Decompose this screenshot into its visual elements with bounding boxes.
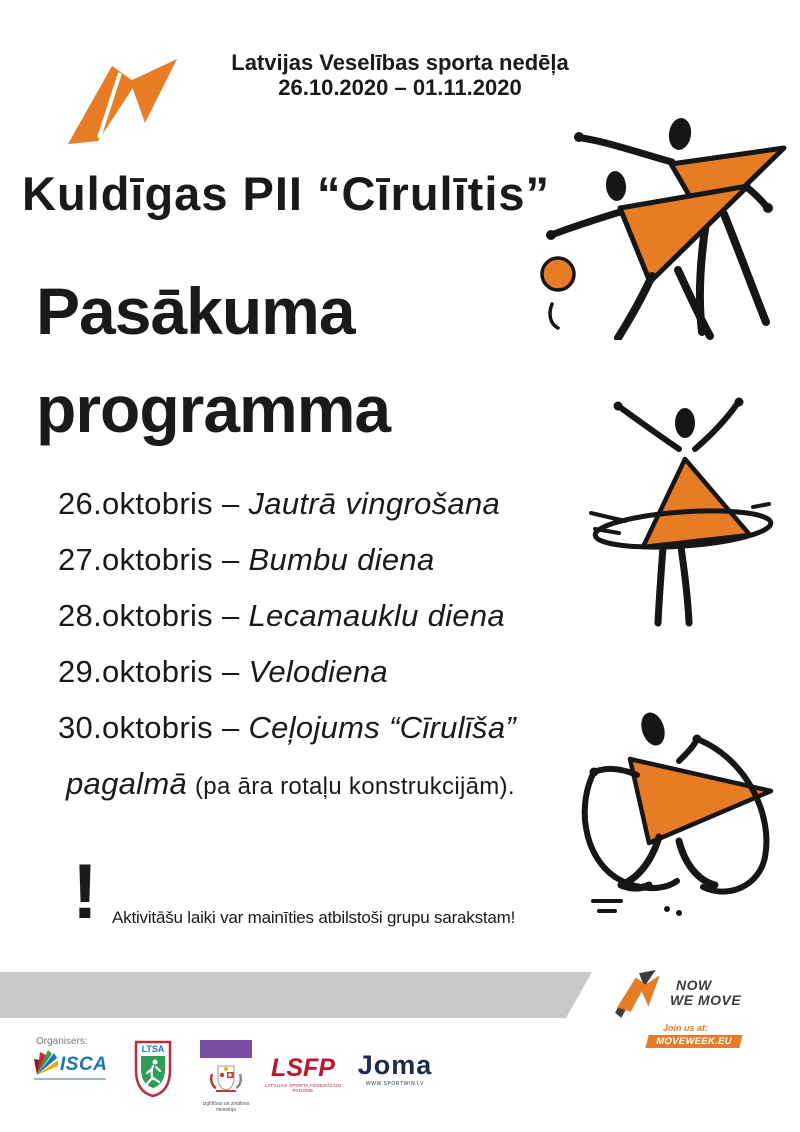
program-date: 29.oktobris	[58, 654, 213, 689]
joma-wordmark: Joma	[357, 1050, 433, 1080]
program-activity: Ceļojums “Cīrulīša”	[248, 710, 517, 745]
nowwemove-text-line1: NOW	[676, 977, 712, 993]
nowwemove-arrow-icon	[613, 970, 663, 1018]
hula-hoop-figure-illustration	[585, 395, 795, 630]
ltsa-shield-logo	[133, 1040, 173, 1098]
program-note: (pa āra rotaļu konstrukcijām).	[195, 773, 515, 800]
program-activity-continued: pagalmā	[66, 766, 188, 801]
latvia-coat-of-arms-icon	[208, 1062, 244, 1094]
program-date: 30.oktobris	[58, 710, 213, 745]
isca-logo	[34, 1050, 114, 1080]
program-item	[58, 644, 516, 700]
dash-separator: –	[221, 598, 240, 633]
event-dates: 26.10.2020 – 01.11.2020	[278, 75, 522, 100]
gray-stripe	[0, 972, 592, 1018]
notice-text: Aktivitāšu laiki var mainīties atbilstoši grupu sarakstam!	[112, 908, 516, 927]
program-heading	[36, 262, 390, 458]
exclamation-mark: !	[72, 847, 98, 935]
program-item	[58, 532, 516, 588]
isca-fan-icon	[34, 1050, 58, 1076]
event-header	[200, 50, 600, 100]
lsfp-logo	[258, 1056, 348, 1093]
program-activity: Jautrā vingrošana	[248, 486, 501, 521]
program-date: 28.oktobris	[58, 598, 213, 633]
joma-logo	[350, 1052, 440, 1087]
joma-caption: WWW.SPORTWIN.LV	[365, 1081, 425, 1087]
program-item	[58, 476, 516, 532]
program-heading-line1: Pasākuma	[36, 274, 355, 348]
dash-separator: –	[221, 654, 240, 689]
dash-separator: –	[221, 710, 240, 745]
program-date: 26.oktobris	[58, 486, 213, 521]
dash-separator: –	[221, 486, 240, 521]
jump-rope-figure-illustration	[575, 695, 795, 925]
ministry-caption-line1: Izglītības un zinātnes	[202, 1101, 250, 1107]
isca-tagline-line	[34, 1078, 106, 1080]
join-us-label: Join us at:	[663, 1023, 709, 1033]
nowwemove-arrow-logo	[66, 56, 178, 148]
program-activity: Lecamauklu diena	[248, 598, 505, 633]
program-item	[58, 700, 516, 756]
program-list	[58, 476, 516, 812]
dancers-with-ball-illustration	[528, 112, 795, 340]
ltsa-wordmark: LTSA	[141, 1044, 165, 1054]
isca-wordmark: ISCA	[60, 1054, 108, 1075]
ministry-caption-line2: ministrija	[216, 1107, 236, 1113]
lsfp-caption: LATVIJAS SPORTA FEDERĀCIJU PADOME	[264, 1083, 342, 1093]
program-item	[58, 588, 516, 644]
ministry-purple-band	[200, 1040, 252, 1058]
program-heading-line2: programma	[36, 372, 391, 446]
program-activity: Velodiena	[248, 654, 388, 689]
page-title: Kuldīgas PII “Cīrulītis”	[22, 167, 551, 220]
organisers-label: Organisers:	[36, 1036, 88, 1047]
moveweek-site-badge: MOVEWEEK.EU	[645, 1035, 742, 1048]
nowwemove-text-line2: WE MOVE	[670, 992, 742, 1008]
event-title: Latvijas Veselības sporta nedēļa	[231, 50, 569, 75]
program-activity: Bumbu diena	[248, 542, 435, 577]
program-date: 27.oktobris	[58, 542, 213, 577]
lsfp-wordmark: LSFP	[271, 1054, 335, 1082]
dash-separator: –	[221, 542, 240, 577]
ministry-logo	[196, 1040, 256, 1113]
program-item-continuation	[58, 756, 516, 812]
